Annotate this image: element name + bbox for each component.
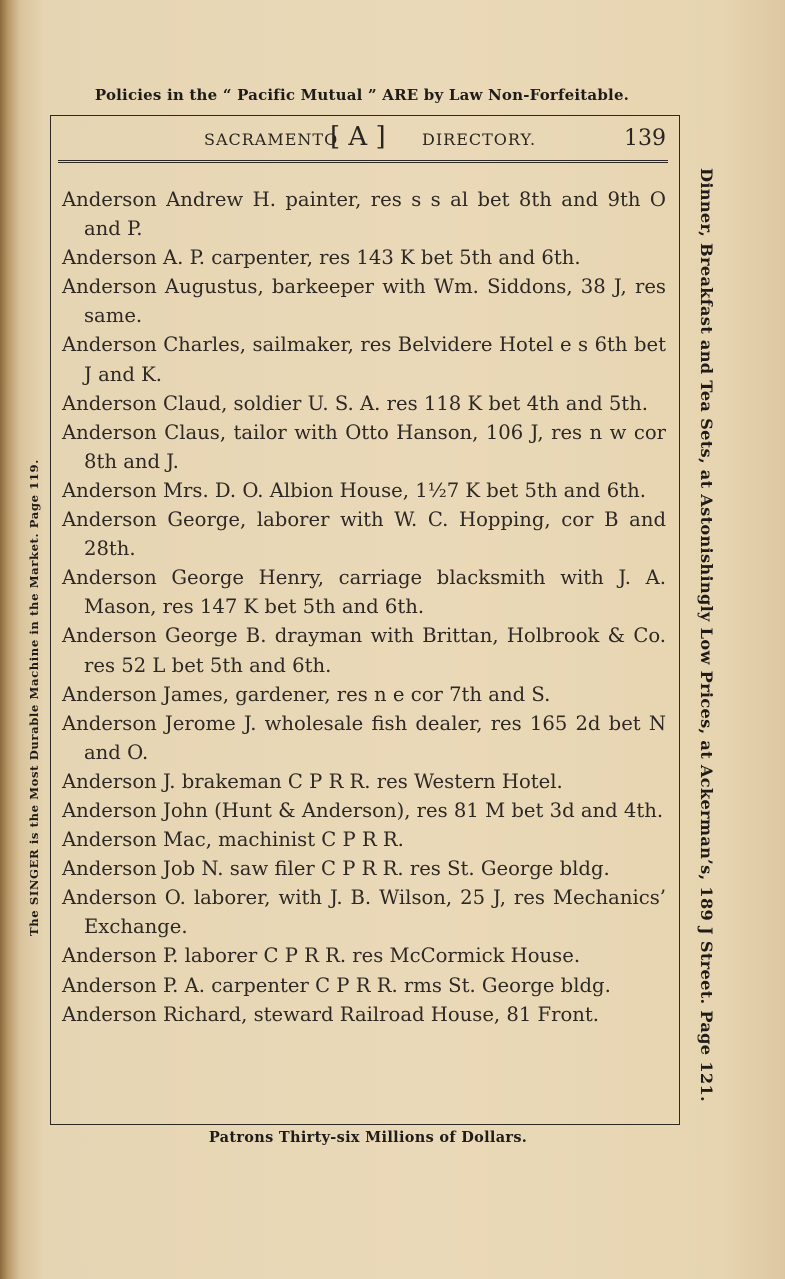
directory-entry: Anderson Claus, tailor with Otto Hanson, 106 J, res n w cor 8th and J. bbox=[62, 420, 666, 473]
directory-entry: Anderson Charles, sailmaker, res Belvidere Hotel e s 6th bet J and K. bbox=[62, 333, 666, 386]
frame-right-rule bbox=[679, 115, 680, 1125]
directory-entry: Anderson Mrs. D. O. Albion House, 1½7 K bet 5th and 6th. bbox=[62, 478, 646, 502]
right-margin-advertisement-text: Dinner, Breakfast and Tea Sets, at Astonishingly Low Prices, at Ackerman’s, 189 J Street. Page 121. bbox=[697, 168, 716, 1102]
directory-entry: Anderson Claud, soldier U. S. A. res 118 K bet 4th and 5th. bbox=[62, 391, 649, 415]
running-head-title: DIRECTORY. bbox=[422, 130, 537, 149]
frame-top-rule bbox=[50, 115, 680, 116]
directory-entry: Anderson George B. drayman with Brittan, Holbrook & Co. res 52 L bet 5th and 6th. bbox=[62, 624, 666, 677]
directory-entries bbox=[62, 185, 666, 1029]
left-margin-advertisement-text: The SINGER is the Most Durable Machine in the Market. Page 119. bbox=[27, 459, 41, 936]
directory-entry: Anderson James, gardener, res n e cor 7th and S. bbox=[62, 682, 551, 706]
running-head bbox=[58, 122, 668, 158]
frame-bottom-rule bbox=[50, 1124, 680, 1125]
frame-left-rule bbox=[50, 115, 51, 1125]
directory-entry: Anderson A. P. carpenter, res 143 K bet 5th and 6th. bbox=[62, 246, 581, 270]
footer-advertisement: Patrons Thirty-six Millions of Dollars. bbox=[208, 1129, 528, 1146]
directory-entry: Anderson Augustus, barkeeper with Wm. Siddons, 38 J, res same. bbox=[62, 275, 666, 328]
directory-entry: Anderson O. laborer, with J. B. Wilson, 25 J, res Mechanics’ Exchange. bbox=[62, 886, 666, 939]
page-number: 139 bbox=[624, 126, 666, 151]
directory-entry: Anderson P. A. carpenter C P R R. rms St. George bldg. bbox=[62, 973, 611, 997]
directory-entry: Anderson J. brakeman C P R R. res Western Hotel. bbox=[62, 769, 563, 793]
directory-entry: Anderson Richard, steward Railroad House, 81 Front. bbox=[62, 1002, 600, 1026]
directory-entry: Anderson George, laborer with W. C. Hopping, cor B and 28th. bbox=[62, 508, 666, 561]
head-rule-lower bbox=[58, 162, 668, 163]
running-head-letter: [ A ] bbox=[330, 122, 386, 152]
directory-entry: Anderson George Henry, carriage blacksmith with J. A. Mason, res 147 K bet 5th and 6th. bbox=[62, 566, 666, 619]
directory-entry: Anderson Mac, machinist C P R R. bbox=[62, 828, 404, 852]
directory-entry: Anderson P. laborer C P R R. res McCormick House. bbox=[62, 944, 581, 968]
header-advertisement: Policies in the “ Pacific Mutual ” ARE by Law Non-Forfeitable. bbox=[94, 86, 630, 104]
head-rule-upper bbox=[58, 160, 668, 161]
directory-entry: Anderson Andrew H. painter, res s s al bet 8th and 9th O and P. bbox=[62, 188, 666, 241]
directory-entry: Anderson Jerome J. wholesale fish dealer, res 165 2d bet N and O. bbox=[62, 711, 666, 764]
directory-entry: Anderson John (Hunt & Anderson), res 81 M bet 3d and 4th. bbox=[62, 798, 664, 822]
running-head-city: SACRAMENTO bbox=[204, 130, 339, 149]
directory-entry: Anderson Job N. saw filer C P R R. res St. George bldg. bbox=[62, 857, 610, 881]
